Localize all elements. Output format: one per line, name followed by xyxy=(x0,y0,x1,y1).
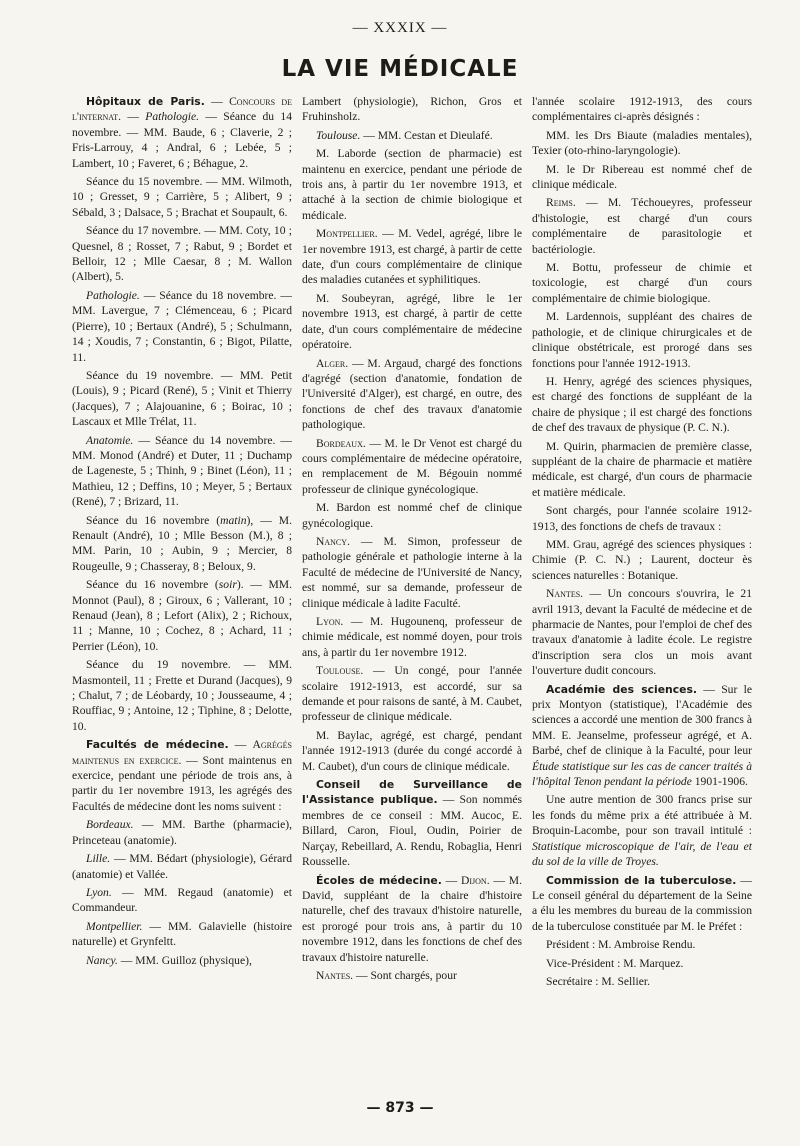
paragraph: Montpellier. — M. Vedel, agrégé, libre le 1er novembre 1913, est chargé, à partir de cette date, d'un cours complémentaire de clinique des maladies cutanées et syphilitiques. xyxy=(302,227,522,287)
paragraph: Séance du 15 novembre. — MM. Wilmoth, 10 ; Gresset, 9 ; Carrière, 5 ; Alibert, 9 ; Sébald, 3 ; Dalsace, 5 ; Brachat et Soupault, 6. xyxy=(72,175,292,219)
paragraph: Lambert (physiologie), Richon, Gros et Fruhinsholz. xyxy=(302,95,522,124)
paragraph: Facultés de médecine. — Agrégés maintenus en exercice. — Sont maintenus en exercice, pendant une période de trois ans, à partir du 1er novembre 1913, les agrégés des Facultés de médecine dont les noms suivent : xyxy=(72,738,292,813)
paragraph: Nancy. — M. Simon, professeur de pathologie générale et pathologie interne à la Faculté de médecine de l'Université de Nancy, est nommé, sur sa demande, professeur de clinique médicale à ladite Faculté. xyxy=(302,534,522,610)
paragraph: Conseil de Surveillance de l'Assistance publique. — Son nommés membres de ce conseil : MM. Aucoc, E. Billard, Caron, Fioul, Oudin, Poirier de Narçay, Rebeillard, A. Rendu, Robaglia, Henri Rousselle. xyxy=(302,778,522,869)
paragraph: Séance du 19 novembre. — MM. Petit (Louis), 9 ; Picard (René), 5 ; Vinit et Thierry (Jacques), 7 ; Alajouanine, 6 ; Boirac, 10 ; Lascaux et Mlle Trélat, 11. xyxy=(72,368,292,429)
paragraph: Reims. — M. Téchoueyres, professeur d'histologie, est chargé d'un cours complémentaire de parasitologie et bactériologie. xyxy=(532,196,752,256)
paragraph: Alger. — M. Argaud, chargé des fonctions d'agrégé (section d'anatomie, fondation de l'Université d'Alger), est chargé, en outre, des fonctions de chef des travaux d'anatomie pathologique. xyxy=(302,356,522,432)
paragraph: l'année scolaire 1912-1913, des cours complémentaires ci-après désignés : xyxy=(532,95,752,124)
paragraph: Bordeaux. — M. le Dr Venot est chargé du cours complémentaire de médecine opératoire, en remplacement de M. Bégouin nommé professeur de clinique gynécologique. xyxy=(302,436,522,496)
paragraph: Pathologie. — Séance du 18 novembre. — MM. Lavergue, 7 ; Clémenceau, 6 ; Picard (Pierre), 10 ; Bertaux (André), 5 ; Schulmann, 14 ; Xoudis, 7 ; Constantin, 6 ; Bigot, Pilatte, 11. xyxy=(72,288,292,364)
column-3 xyxy=(532,94,752,1086)
paragraph: Lyon. — MM. Regaud (anatomie) et Commandeur. xyxy=(72,885,292,915)
paragraph: M. Bottu, professeur de chimie et toxicologie, est chargé d'un cours complémentaire de chimie biologique. xyxy=(532,261,752,305)
paragraph: Lyon. — M. Hugounenq, professeur de chimie médicale, est nommé doyen, pour trois ans, à partir du 1er novembre 1912. xyxy=(302,615,522,659)
paragraph: Bordeaux. — MM. Barthe (pharmacie), Princeteau (anatomie). xyxy=(72,818,292,847)
paragraph: H. Henry, agrégé des sciences physiques, est chargé des fonctions de suppléant de la chaire de physique ; il est chargé des fonctions de chef des travaux de physique (P. C. N.). xyxy=(532,374,752,435)
paragraph: Toulouse. — Un congé, pour l'année scolaire 1912-1913, est accordé, sur sa demande et pour raisons de santé, à M. Caubet, professeur de clinique médicale. xyxy=(302,664,522,724)
paragraph: Anatomie. — Séance du 14 novembre. — MM. Monod (André) et Duter, 11 ; Duchamp de Lageneste, 5 ; Thinh, 9 ; Binet (Léon), 11 ; Mathieu, 12 ; Deffins, 10 ; Meyer, 5 ; Bertaux (René), 7 ; Brizard, 11. xyxy=(72,433,292,509)
paragraph: Toulouse. — MM. Cestan et Dieulafé. xyxy=(316,128,493,142)
paragraph: Écoles de médecine. — Dijon. — M. David, suppléant de la chaire d'histoire naturelle, chef des travaux d'histoire naturelle, est prorogé pour trois ans, à partir du 10 novembre 1912, dans les fonctions de chef des travaux d'histoire naturelle. xyxy=(302,873,522,964)
paragraph: Nancy. — MM. Guilloz (physique), xyxy=(86,953,252,967)
paragraph: MM. Grau, agrégé des sciences physiques : Chimie (P. C. N.) ; Laurent, docteur ès sciences naturelles : Botanique. xyxy=(532,537,752,582)
paragraph: M. Lardennois, suppléant des chaires de pathologie, et de clinique chirurgicales et de clinique obstétricale, est prorogé dans ses fonctions pour l'année 1912-1913. xyxy=(532,310,752,370)
paragraph: M. le Dr Ribereau est nommé chef de clinique médicale. xyxy=(532,162,752,192)
paragraph: Hôpitaux de Paris. — Concours de l'internat. — Pathologie. — Séance du 14 novembre. — MM. Baude, 6 ; Claverie, 2 ; Fris-Larrouy, 4 ; Andral, 6 ; Lebée, 5 ; Lambert, 10 ; Faveret, 6 ; Béhague, 2. xyxy=(72,95,292,170)
paragraph: Montpellier. — MM. Galavielle (histoire naturelle) et Grynfeltt. xyxy=(72,919,292,949)
text-columns xyxy=(72,94,752,1086)
paragraph: M. Laborde (section de pharmacie) est maintenu en exercice, pendant une période de trois ans, à partir du 1er novembre 1913, et attaché à la section de chimie biologique et médicale. xyxy=(302,147,522,222)
paragraph: Sont chargés, pour l'année scolaire 1912-1913, des fonctions de chefs de travaux : xyxy=(532,504,752,533)
paragraph: M. Bardon est nommé chef de clinique gynécologique. xyxy=(302,501,522,530)
paragraph: Séance du 19 novembre. — MM. Masmonteil, 11 ; Frette et Durand (Jacques), 9 ; Chalut, 7 ; de Léobardy, 10 ; Jousseaume, 4 ; Rouffiac, 9 ; Antoine, 12 ; Tiphine, 8 ; Delotte, 10. xyxy=(72,658,292,733)
paragraph: Une autre mention de 300 francs prise sur les fonds du même prix a été attribuée à M. Broquin-Lacombe, pour son travail intitulé : Statistique microscopique de l'air, de l'eau et du sol de la ville de Troyes. xyxy=(532,793,752,869)
paragraph: Secrétaire : M. Sellier. xyxy=(546,974,650,988)
paragraph: Lille. — MM. Bédart (physiologie), Gérard (anatomie) et Vallée. xyxy=(72,852,292,881)
paragraph: Président : M. Ambroise Rendu. xyxy=(546,938,696,952)
paragraph: Séance du 17 novembre. — MM. Coty, 10 ; Quesnel, 8 ; Rosset, 7 ; Rabut, 9 ; Bordet et Belloir, 12 ; Mlle Caesar, 8 ; M. Wallon (Albert), 5. xyxy=(72,224,292,284)
page-title: LA VIE MÉDICALE xyxy=(281,56,519,82)
column-1 xyxy=(72,94,292,1086)
paragraph: M. Baylac, agrégé, est chargé, pendant l'année 1912-1913 (durée du congé accordé à M. Caubet), d'un cours de clinique médicale. xyxy=(302,728,522,773)
paragraph: MM. les Drs Biaute (maladies mentales), Texier (oto-rhino-laryngologie). xyxy=(532,128,752,158)
paragraph: Commission de la tuberculose. — Le conseil général du département de la Seine a élu les membres du bureau de la commission de la tuberculose constituée par M. le Préfet : xyxy=(532,873,752,933)
paragraph: Vice-Président : M. Marquez. xyxy=(546,956,684,970)
paragraph: M. Soubeyran, agrégé, libre le 1er novembre 1913, est chargé, à partir de cette date, d'un cours complémentaire de médecine opératoire. xyxy=(302,291,522,352)
paragraph: Académie des sciences. — Sur le prix Montyon (statistique), l'Académie des sciences a accordé une mention de 300 francs à MM. E. Jeanselme, professeur agrégé, et A. Barbé, chef de clinique à la Faculté, pour leur Étude statistique sur les cas de cancer traités à l'hôpital Tenon pendant la période 1901-1906. xyxy=(532,682,752,789)
page-number: — 873 — xyxy=(366,1100,434,1116)
paragraph: Séance du 16 novembre (matin), — M. Renault (André), 10 ; Mlle Besson (M.), 8 ; MM. Parin, 10 ; Aubin, 9 ; Mercier, 8 Rougeulle, 9 ; Chasseray, 8 ; Beloux, 9. xyxy=(72,513,292,573)
paragraph: M. Quirin, pharmacien de première classe, suppléant de la chaire de pharmacie et matière médicale, est chargé, d'un cours de pharmacie et matière médicale. xyxy=(532,439,752,499)
paragraph: Nantes. — Un concours s'ouvrira, le 21 avril 1913, devant la Faculté de médecine et de pharmacie de Nantes, pour l'emploi de chef des travaux d'anatomie à ladite école. Le registre d'inscription sera clos un mois avant l'ouverture dudit concours. xyxy=(532,587,752,678)
page-roman-numeral: — XXXIX — xyxy=(352,20,448,36)
column-2 xyxy=(302,94,522,1086)
paragraph: Nantes. — Sont chargés, pour xyxy=(316,968,457,982)
paragraph: Séance du 16 novembre (soir). — MM. Monnot (Paul), 8 ; Giroux, 6 ; Vallerant, 10 ; Renaud (Jean), 8 ; Lefort (Alix), 2 ; Richoux, 11 ; Manne, 10 ; Cochez, 8 ; Achard, 11 ; Perrier (Léon), 10. xyxy=(72,578,292,653)
